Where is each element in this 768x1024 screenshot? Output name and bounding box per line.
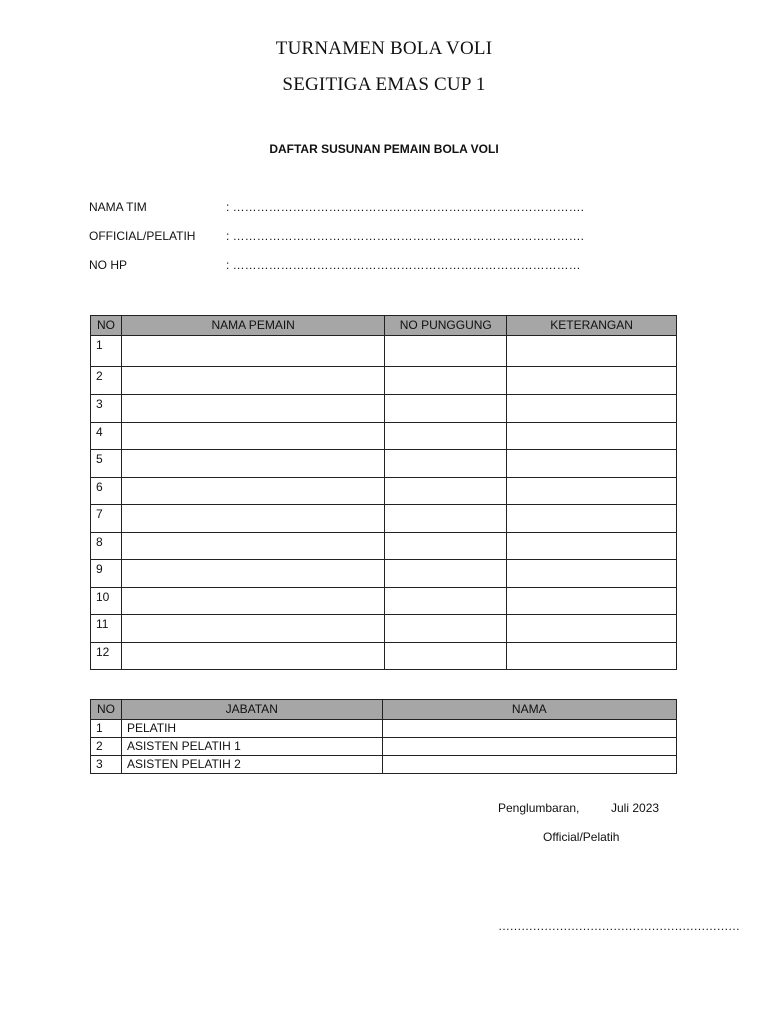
table-row [91,336,677,367]
notes-cell[interactable] [507,615,677,643]
phone-label: NO HP [89,258,128,272]
row-number: 1 [91,336,122,367]
row-number: 3 [91,395,122,423]
row-number: 7 [91,505,122,533]
coach-field: : ……………………………………………………………………………. [226,229,585,243]
row-number: 2 [91,738,122,756]
table-row [91,738,677,756]
player-name-cell[interactable] [121,615,384,643]
coach-label: OFFICIAL/PELATIH [89,229,196,243]
official-name-cell[interactable] [382,720,676,738]
table-row [91,560,677,588]
player-name-cell[interactable] [121,560,384,588]
row-number: 2 [91,367,122,395]
jersey-number-cell[interactable] [385,336,507,367]
notes-cell[interactable] [507,588,677,615]
table-row [91,643,677,670]
row-number: 4 [91,423,122,450]
officials-header-row [91,700,677,720]
table-row [91,533,677,560]
player-name-cell[interactable] [121,367,384,395]
row-number: 3 [91,756,122,774]
notes-cell[interactable] [507,423,677,450]
players-table [90,315,677,670]
jersey-number-cell[interactable] [385,505,507,533]
jersey-number-cell[interactable] [385,560,507,588]
table-row [91,423,677,450]
player-name-cell[interactable] [121,533,384,560]
table-row [91,720,677,738]
table-row [91,367,677,395]
notes-cell[interactable] [507,533,677,560]
form-heading: DAFTAR SUSUNAN PEMAIN BOLA VOLI [269,142,499,156]
player-name-cell[interactable] [121,423,384,450]
header-player-name: NAMA PEMAIN [121,316,384,336]
row-number: 6 [91,478,122,505]
notes-cell[interactable] [507,505,677,533]
team-name-label: NAMA TIM [89,200,147,214]
document-subtitle-event: SEGITIGA EMAS CUP 1 [282,74,486,95]
row-number: 5 [91,450,122,478]
jersey-number-cell[interactable] [385,395,507,423]
notes-cell[interactable] [507,478,677,505]
position-cell: PELATIH [121,720,382,738]
jersey-number-cell[interactable] [385,643,507,670]
signature-line: ……………………………………………………… [498,919,740,933]
table-row [91,588,677,615]
jersey-number-cell[interactable] [385,615,507,643]
table-row [91,450,677,478]
signature-place: Penglumbaran, [498,801,580,815]
notes-cell[interactable] [507,643,677,670]
jersey-number-cell[interactable] [385,423,507,450]
signature-date: Juli 2023 [611,801,660,815]
header-no: NO [91,700,122,720]
document-title: TURNAMEN BOLA VOLI [275,38,493,59]
row-number: 8 [91,533,122,560]
header-no: NO [91,316,122,336]
players-header-row [91,316,677,336]
notes-cell[interactable] [507,367,677,395]
row-number: 1 [91,720,122,738]
table-row [91,395,677,423]
officials-table [90,699,677,774]
row-number: 11 [91,615,122,643]
row-number: 10 [91,588,122,615]
official-name-cell[interactable] [382,738,676,756]
player-name-cell[interactable] [121,478,384,505]
position-cell: ASISTEN PELATIH 1 [121,738,382,756]
row-number: 9 [91,560,122,588]
table-row [91,615,677,643]
official-name-cell[interactable] [382,756,676,774]
phone-field: : …………………………………………………………………………… [226,258,581,272]
jersey-number-cell[interactable] [385,367,507,395]
signature-role: Official/Pelatih [543,830,620,844]
table-row [91,756,677,774]
jersey-number-cell[interactable] [385,588,507,615]
header-name: NAMA [382,700,676,720]
position-cell: ASISTEN PELATIH 2 [121,756,382,774]
notes-cell[interactable] [507,395,677,423]
player-name-cell[interactable] [121,505,384,533]
jersey-number-cell[interactable] [385,478,507,505]
player-name-cell[interactable] [121,450,384,478]
team-name-field: : ……………………………………………………………………………. [226,200,585,214]
header-notes: KETERANGAN [507,316,677,336]
player-name-cell[interactable] [121,643,384,670]
player-name-cell[interactable] [121,588,384,615]
header-position: JABATAN [121,700,382,720]
player-name-cell[interactable] [121,336,384,367]
notes-cell[interactable] [507,336,677,367]
table-row [91,505,677,533]
notes-cell[interactable] [507,560,677,588]
header-jersey-number: NO PUNGGUNG [385,316,507,336]
notes-cell[interactable] [507,450,677,478]
jersey-number-cell[interactable] [385,450,507,478]
table-row [91,478,677,505]
jersey-number-cell[interactable] [385,533,507,560]
player-name-cell[interactable] [121,395,384,423]
row-number: 12 [91,643,122,670]
